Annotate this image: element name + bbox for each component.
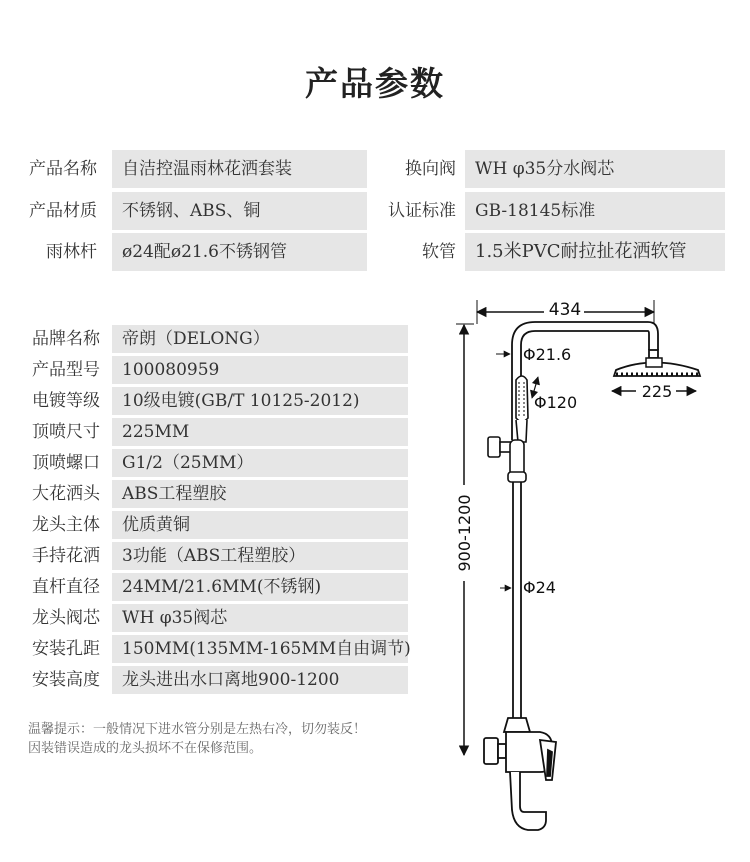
top-value-rod: ø24配ø21.6不锈钢管 <box>112 233 367 271</box>
top-value-standard: GB-18145标准 <box>465 192 725 230</box>
spec-label: 品牌名称 <box>32 328 100 349</box>
height-dimension <box>452 324 476 755</box>
warm-tip <box>28 720 366 758</box>
spec-value: 150MM(135MM-165MM自由调节) <box>112 635 408 663</box>
spec-value: 100080959 <box>112 356 408 384</box>
top-value-material: 不锈钢、ABS、铜 <box>112 192 367 230</box>
warm-tip-line-1: 温馨提示：一般情况下进水管分别是左热右冷，切勿装反！ <box>28 722 367 737</box>
pipe-lower-diameter <box>500 578 556 597</box>
top-label-material: 产品材质 <box>29 200 97 221</box>
top-label-valve: 换向阀 <box>405 158 456 179</box>
spec-value: G1/2（25MM） <box>112 449 408 477</box>
spec-label: 产品型号 <box>32 359 100 380</box>
spec-value: 10级电镀(GB/T 10125-2012) <box>112 387 408 415</box>
spec-label: 安装高度 <box>32 669 100 690</box>
spec-label: 顶喷尺寸 <box>32 421 100 442</box>
shower-diagram <box>440 290 740 850</box>
spec-value: 优质黄铜 <box>112 511 408 539</box>
rod-holder <box>488 437 526 482</box>
spec-label: 电镀等级 <box>32 390 100 411</box>
spec-label: 直杆直径 <box>32 576 100 597</box>
spec-label: 大花洒头 <box>32 483 100 504</box>
spec-label: 龙头主体 <box>32 514 100 535</box>
pipe-lower-label: Φ24 <box>523 578 556 597</box>
hand-shower <box>516 376 528 442</box>
page-title: 产品参数 <box>305 64 445 103</box>
spec-value: 225MM <box>112 418 408 446</box>
width-dimension <box>477 300 654 324</box>
width-label: 434 <box>548 300 582 320</box>
top-shower-head <box>614 358 700 376</box>
top-value-product-name: 自洁控温雨林花洒套装 <box>112 150 367 188</box>
spec-value: ABS工程塑胶 <box>112 480 408 508</box>
top-label-hose: 软管 <box>422 241 456 262</box>
spec-value: 龙头进出水口离地900-1200 <box>112 666 408 694</box>
height-label: 900-1200 <box>455 494 474 572</box>
spec-value: WH φ35阀芯 <box>112 604 408 632</box>
top-label-rod: 雨林杆 <box>46 241 97 262</box>
spec-label: 顶喷螺口 <box>32 452 100 473</box>
top-value-hose: 1.5米PVC耐拉扯花洒软管 <box>465 233 725 271</box>
hand-label: Φ120 <box>534 393 578 412</box>
spec-value: 24MM/21.6MM(不锈钢) <box>112 573 408 601</box>
hand-diameter <box>532 377 577 412</box>
head-diameter <box>612 380 696 401</box>
head-label: 225 <box>641 382 673 401</box>
pipe-upper-label: Φ21.6 <box>523 345 572 364</box>
spec-label: 安装孔距 <box>32 638 100 659</box>
spec-value: 3功能（ABS工程塑胶） <box>112 542 408 570</box>
spec-label: 手持花洒 <box>32 545 100 566</box>
lower-pipe <box>513 482 521 718</box>
spec-value: 帝朗（DELONG） <box>112 325 408 353</box>
top-label-standard: 认证标准 <box>388 200 456 221</box>
top-value-valve: WH φ35分水阀芯 <box>465 150 725 188</box>
spec-label: 龙头阀芯 <box>32 607 100 628</box>
pipe-upper-diameter <box>496 345 571 364</box>
warm-tip-line-2: 因装错误造成的龙头损坏不在保修范围。 <box>28 741 263 756</box>
mixer-valve <box>484 718 556 830</box>
top-label-product-name: 产品名称 <box>29 158 97 179</box>
